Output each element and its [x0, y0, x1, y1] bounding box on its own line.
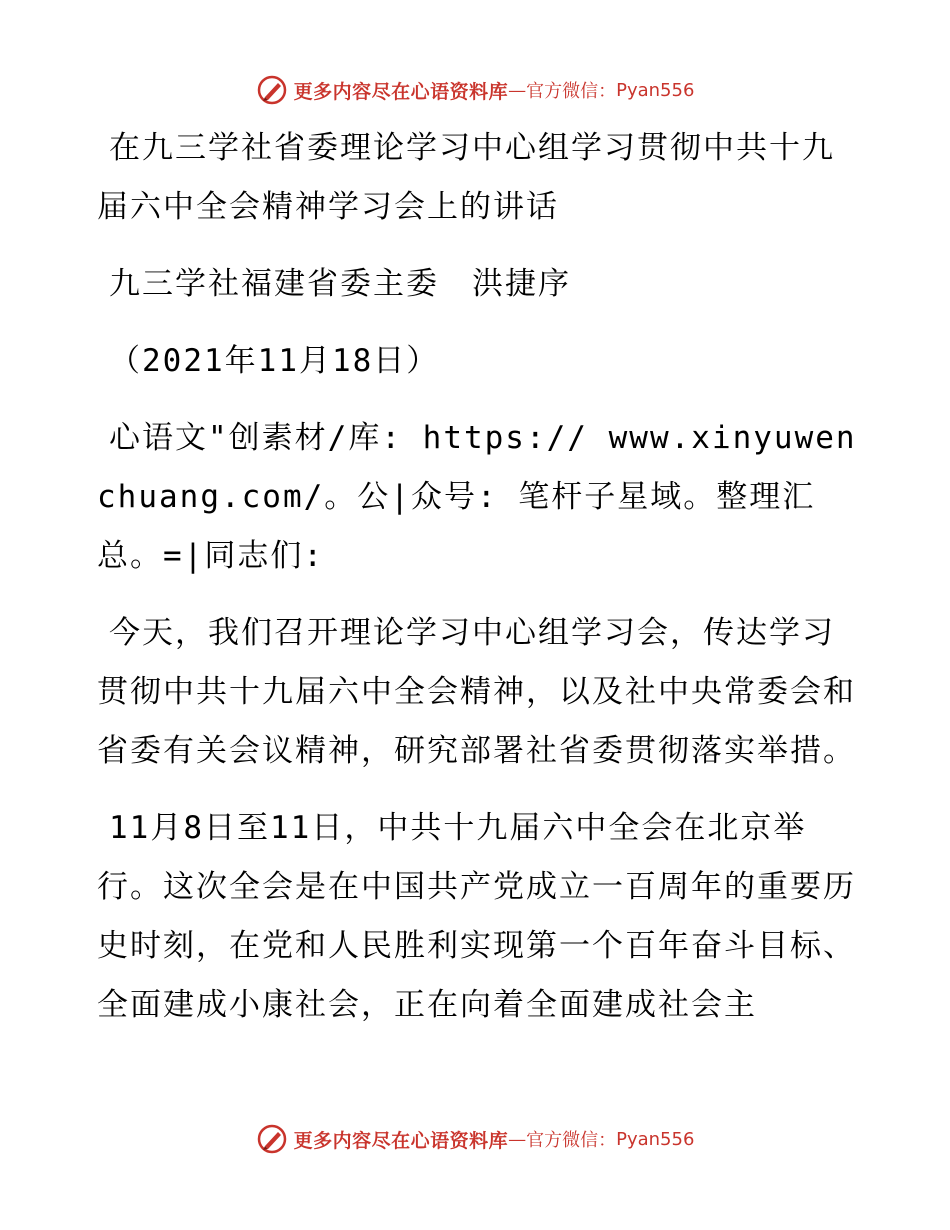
banner-wechat-id: Pyan556	[616, 79, 695, 101]
pen-logo-icon	[256, 74, 288, 106]
pen-logo-icon	[256, 1123, 288, 1155]
banner-main-text: 更多内容尽在心语资料库	[293, 1129, 509, 1152]
banner-dash: —	[508, 1128, 527, 1150]
banner-main-text: 更多内容尽在心语资料库	[293, 80, 509, 103]
header-banner	[0, 70, 950, 110]
document-title: 在九三学社省委理论学习中心组学习贯彻中共十九届六中全会精神学习会上的讲话	[97, 130, 835, 225]
document-author: 九三学社福建省委主委 洪捷序	[109, 266, 571, 302]
document-date: （2021年11月18日）	[109, 343, 440, 379]
paragraph: 今天，我们召开理论学习中心组学习会，传达学习贯彻中共十九届六中全会精神，以及社中央常委会和省委有关会议精神，研究部署社省委贯彻落实举措。	[97, 615, 856, 769]
banner-sub-text: 官方微信：	[526, 1130, 617, 1151]
banner-sub-text: 官方微信：	[526, 81, 617, 102]
document-intro: 心语文"创素材/库: https:// www.xinyuwenchuang.com/。公|众号: 笔杆子星域。整理汇总。=|同志们:	[97, 420, 857, 574]
paragraph: 11月8日至11日，中共十九届六中全会在北京举行。这次全会是在中国共产党成立一百周年的重要历史时刻，在党和人民胜利实现第一个百年奋斗目标、全面建成小康社会，正在向着全面建成社会主	[97, 810, 856, 1023]
banner-wechat-id: Pyan556	[616, 1128, 695, 1150]
footer-banner	[0, 1119, 950, 1159]
banner-dash: —	[508, 79, 527, 101]
document-body	[97, 119, 857, 1035]
